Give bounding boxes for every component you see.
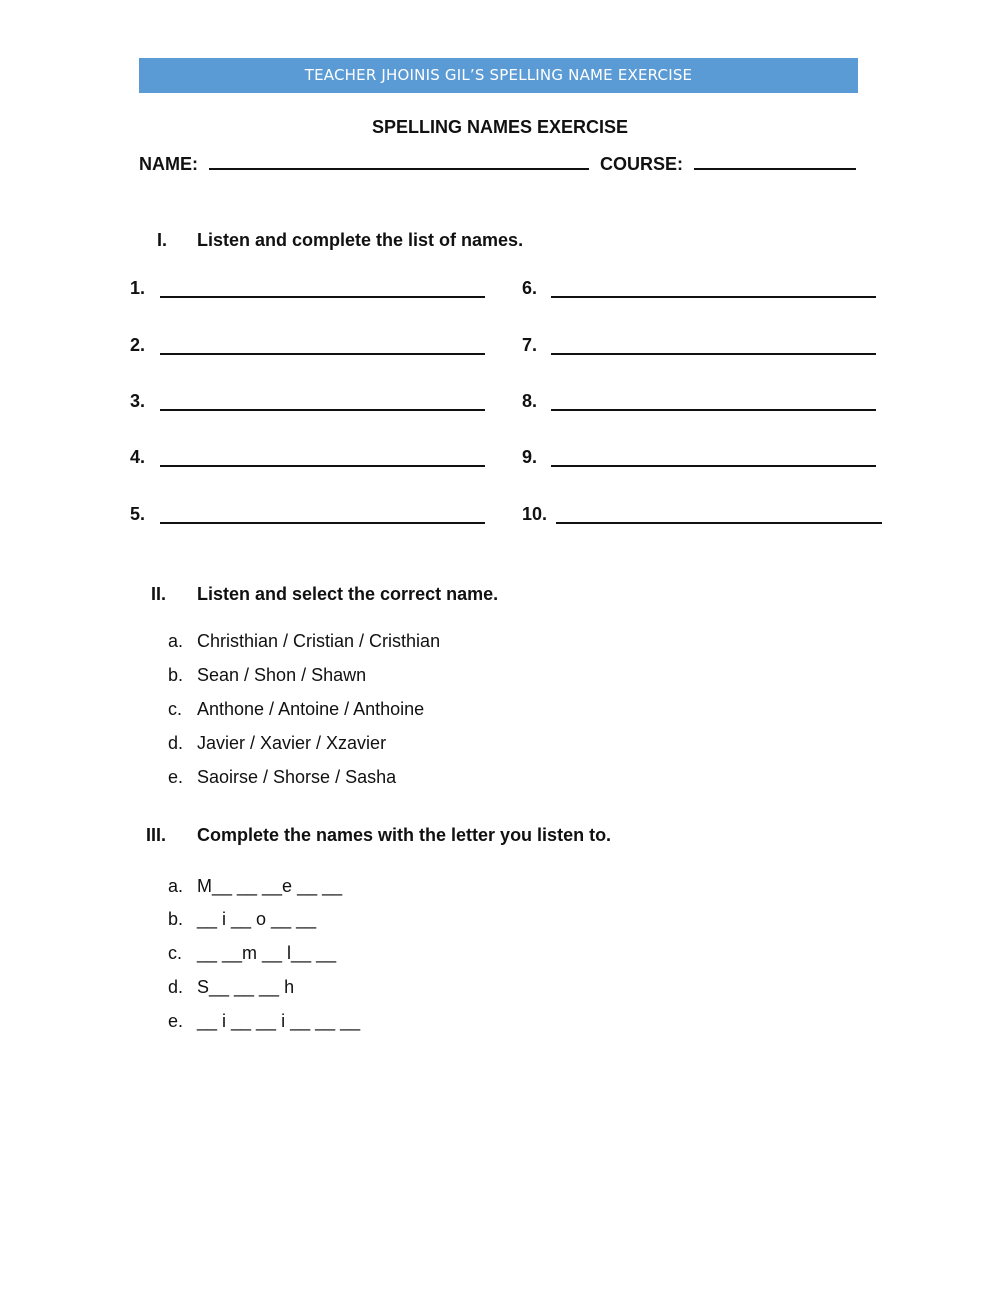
list-item-number: 8. bbox=[522, 391, 538, 411]
section-3-numeral: III. bbox=[146, 825, 167, 845]
option-letter: d. bbox=[168, 733, 184, 753]
list-item-number: 4. bbox=[130, 447, 146, 467]
option-letter: c. bbox=[168, 943, 183, 963]
course-label: COURSE: bbox=[600, 154, 684, 174]
option-letter: e. bbox=[168, 767, 184, 787]
list-item-number: 3. bbox=[130, 391, 146, 411]
answer-line-4[interactable] bbox=[160, 465, 485, 467]
list-item-number: 9. bbox=[522, 447, 538, 467]
option-letter: d. bbox=[168, 977, 184, 997]
section-3-heading: Complete the names with the letter you listen to. bbox=[197, 825, 612, 845]
section-1-numeral: I. bbox=[157, 230, 168, 250]
section-1-heading: Listen and complete the list of names. bbox=[197, 230, 524, 250]
fill-in-name[interactable]: M__ __ __e __ __ bbox=[197, 876, 343, 896]
fill-in-name[interactable]: __ i __ o __ __ bbox=[197, 909, 317, 929]
name-choice[interactable]: Saoirse / Shorse / Sasha bbox=[197, 767, 397, 787]
list-item-number: 7. bbox=[522, 335, 538, 355]
answer-line-8[interactable] bbox=[551, 409, 876, 411]
fill-in-name[interactable]: __ __m __ l__ __ bbox=[197, 943, 337, 963]
option-letter: b. bbox=[168, 665, 184, 685]
answer-line-5[interactable] bbox=[160, 522, 485, 524]
name-choice[interactable]: Anthone / Antoine / Anthoine bbox=[197, 699, 425, 719]
list-item-number: 2. bbox=[130, 335, 146, 355]
option-letter: c. bbox=[168, 699, 183, 719]
answer-line-3[interactable] bbox=[160, 409, 485, 411]
course-blank[interactable] bbox=[694, 154, 856, 170]
name-choice[interactable]: Javier / Xavier / Xzavier bbox=[197, 733, 387, 753]
option-letter: a. bbox=[168, 631, 184, 651]
page-title: SPELLING NAMES EXERCISE bbox=[371, 117, 629, 137]
list-item-number: 10. bbox=[522, 504, 548, 524]
section-2-numeral: II. bbox=[151, 584, 167, 604]
answer-line-10[interactable] bbox=[556, 522, 882, 524]
answer-line-9[interactable] bbox=[551, 465, 876, 467]
answer-line-2[interactable] bbox=[160, 353, 485, 355]
name-blank[interactable] bbox=[209, 154, 589, 170]
fill-in-name[interactable]: S__ __ __ h bbox=[197, 977, 295, 997]
option-letter: a. bbox=[168, 876, 184, 896]
list-item-number: 6. bbox=[522, 278, 538, 298]
option-letter: b. bbox=[168, 909, 184, 929]
name-label: NAME: bbox=[139, 154, 198, 174]
list-item-number: 1. bbox=[130, 278, 146, 298]
fill-in-name[interactable]: __ i __ __ i __ __ __ bbox=[197, 1011, 361, 1031]
list-item-number: 5. bbox=[130, 504, 146, 524]
option-letter: e. bbox=[168, 1011, 184, 1031]
student-info-line bbox=[139, 154, 856, 175]
section-2-heading: Listen and select the correct name. bbox=[197, 584, 499, 604]
answer-line-1[interactable] bbox=[160, 296, 485, 298]
header-banner: TEACHER JHOINIS GIL’S SPELLING NAME EXERCISE bbox=[139, 58, 858, 93]
answer-line-7[interactable] bbox=[551, 353, 876, 355]
name-choice[interactable]: Christhian / Cristian / Cristhian bbox=[197, 631, 441, 651]
name-choice[interactable]: Sean / Shon / Shawn bbox=[197, 665, 367, 685]
answer-line-6[interactable] bbox=[551, 296, 876, 298]
